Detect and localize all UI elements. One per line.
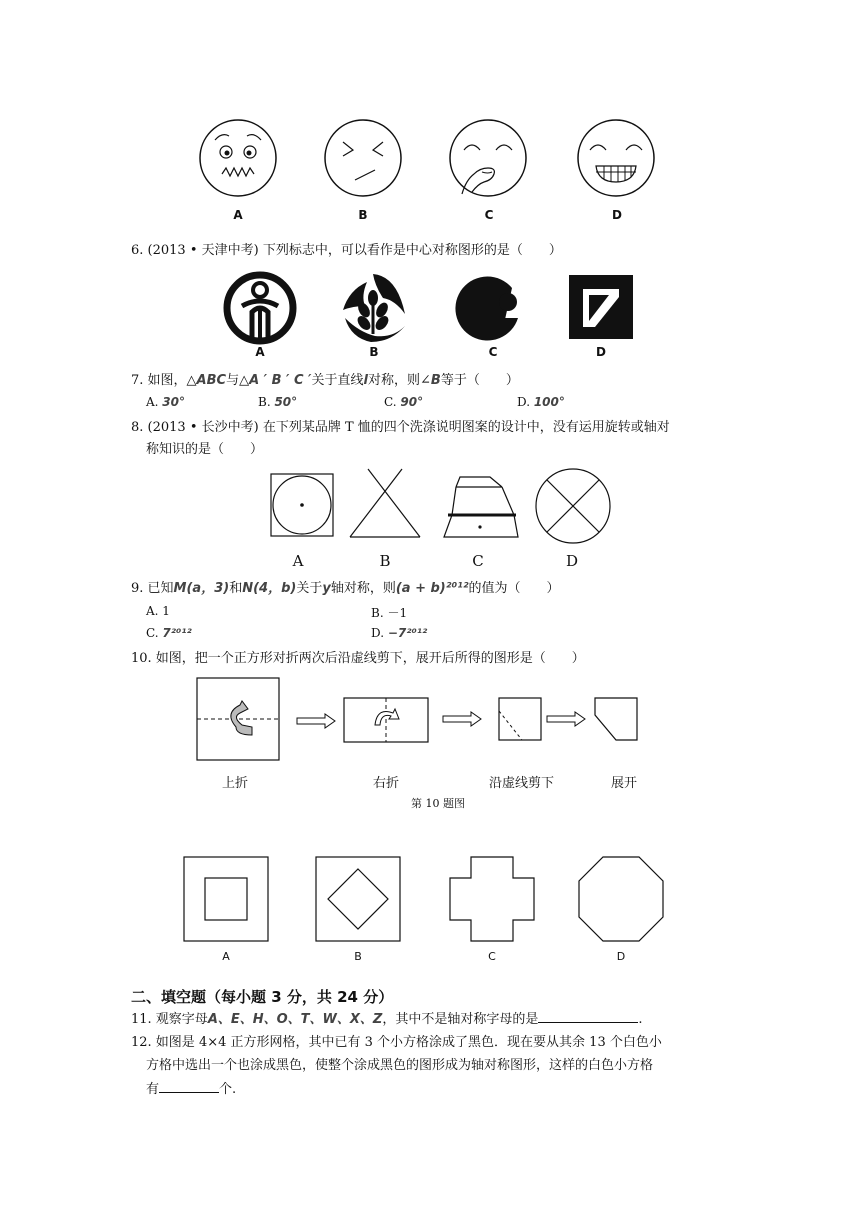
option-label-c: C bbox=[488, 950, 496, 963]
q7-option-a: A. 30° bbox=[146, 395, 185, 409]
fold-step2-figure bbox=[343, 697, 429, 743]
option-c-figure bbox=[449, 856, 535, 942]
q10-text: 10. 如图，把一个正方形对折两次后沿虚线剪下，展开后所得的图形是（ ） bbox=[131, 651, 585, 666]
wash-b-figure bbox=[348, 469, 422, 539]
option-d-figure bbox=[578, 856, 664, 942]
face-c-figure bbox=[448, 118, 528, 198]
q9-option-b: B. －1 bbox=[371, 606, 408, 620]
arrow-3-icon bbox=[547, 712, 587, 726]
q12-answer-blank[interactable] bbox=[159, 1080, 219, 1093]
face-label-d: D bbox=[612, 208, 622, 222]
wash-label-c: C bbox=[472, 552, 484, 570]
option-a-figure bbox=[183, 856, 269, 942]
fold-step4-figure bbox=[594, 697, 638, 741]
q9-option-d: D. −7²⁰¹² bbox=[371, 626, 428, 640]
q7-option-d: D. 100° bbox=[517, 395, 565, 409]
q9-option-a: A. 1 bbox=[146, 604, 170, 618]
logo-c-figure bbox=[452, 268, 528, 344]
fold-step1-figure bbox=[196, 677, 280, 761]
option-label-a: A bbox=[222, 950, 230, 963]
step-label-1: 上折 bbox=[222, 776, 249, 791]
face-label-a: A bbox=[233, 208, 243, 222]
step-label-2: 右折 bbox=[373, 776, 400, 791]
step-label-3: 沿虚线剪下 bbox=[489, 776, 555, 791]
q11-answer-blank[interactable] bbox=[538, 1010, 638, 1023]
face-a-figure bbox=[198, 118, 278, 198]
q7-text: 7. 如图，△ABC与△A ′ B ′ C ′关于直线l对称，则∠B等于（ ） bbox=[131, 373, 519, 388]
fold-step3-figure bbox=[498, 697, 542, 741]
arrow-2-icon bbox=[443, 712, 483, 726]
logo-label-d: D bbox=[596, 345, 606, 359]
face-label-b: B bbox=[358, 208, 368, 222]
option-b-figure bbox=[315, 856, 401, 942]
wash-label-b: B bbox=[379, 552, 391, 570]
face-d-figure bbox=[576, 118, 656, 198]
face-label-c: C bbox=[484, 208, 494, 222]
q12-line2: 方格中选出一个也涂成黑色，使整个涂成黑色的图形成为轴对称图形，这样的白色小方格 bbox=[146, 1058, 654, 1073]
q9-text: 9. 已知M(a，3)和N(4，b)关于y轴对称，则(a + b)²⁰¹²的值为（ ） bbox=[131, 581, 560, 596]
logo-label-a: A bbox=[255, 345, 265, 359]
q12-line1: 12. 如图是 4×4 正方形网格，其中已有 3 个小方格涂成了黑色．现在要从其余 13 个白色小 bbox=[131, 1035, 662, 1050]
logo-b-figure bbox=[335, 270, 411, 346]
step-label-4: 展开 bbox=[611, 776, 638, 791]
wash-c-figure bbox=[442, 477, 522, 539]
wash-label-d: D bbox=[565, 552, 579, 570]
figure-caption: 第 10 题图 bbox=[411, 797, 465, 810]
logo-d-figure bbox=[569, 275, 635, 341]
option-label-b: B bbox=[354, 950, 362, 963]
wash-label-a: A bbox=[292, 552, 304, 570]
q12-line3: 有 个. bbox=[146, 1082, 237, 1097]
q8-line1: 8. (2013 • 长沙中考) 在下列某品牌 T 恤的四个洗涤说明图案的设计中，没有运用旋转或轴对 bbox=[131, 420, 670, 435]
q7-option-b: B. 50° bbox=[258, 395, 298, 409]
wash-a-figure bbox=[270, 473, 336, 539]
q7-option-c: C. 90° bbox=[384, 395, 424, 409]
logo-a-figure bbox=[222, 270, 298, 346]
logo-label-b: B bbox=[369, 345, 379, 359]
q11-text: 11. 观察字母A、E、H、O、T、W、X、Z，其中不是轴对称字母的是 . bbox=[131, 1012, 643, 1027]
arrow-1-icon bbox=[297, 714, 337, 728]
q8-line2: 称知识的是（ ） bbox=[146, 442, 264, 457]
face-b-figure bbox=[323, 118, 403, 198]
logo-label-c: C bbox=[488, 345, 498, 359]
q9-option-c: C. 7²⁰¹² bbox=[146, 626, 192, 640]
wash-d-figure bbox=[533, 466, 613, 546]
option-label-d: D bbox=[616, 950, 626, 963]
section-title: 二、填空题（每小题 3 分，共 24 分） bbox=[131, 988, 394, 1006]
q6-text: 6. (2013 • 天津中考) 下列标志中，可以看作是中心对称图形的是（ ） bbox=[131, 243, 562, 258]
